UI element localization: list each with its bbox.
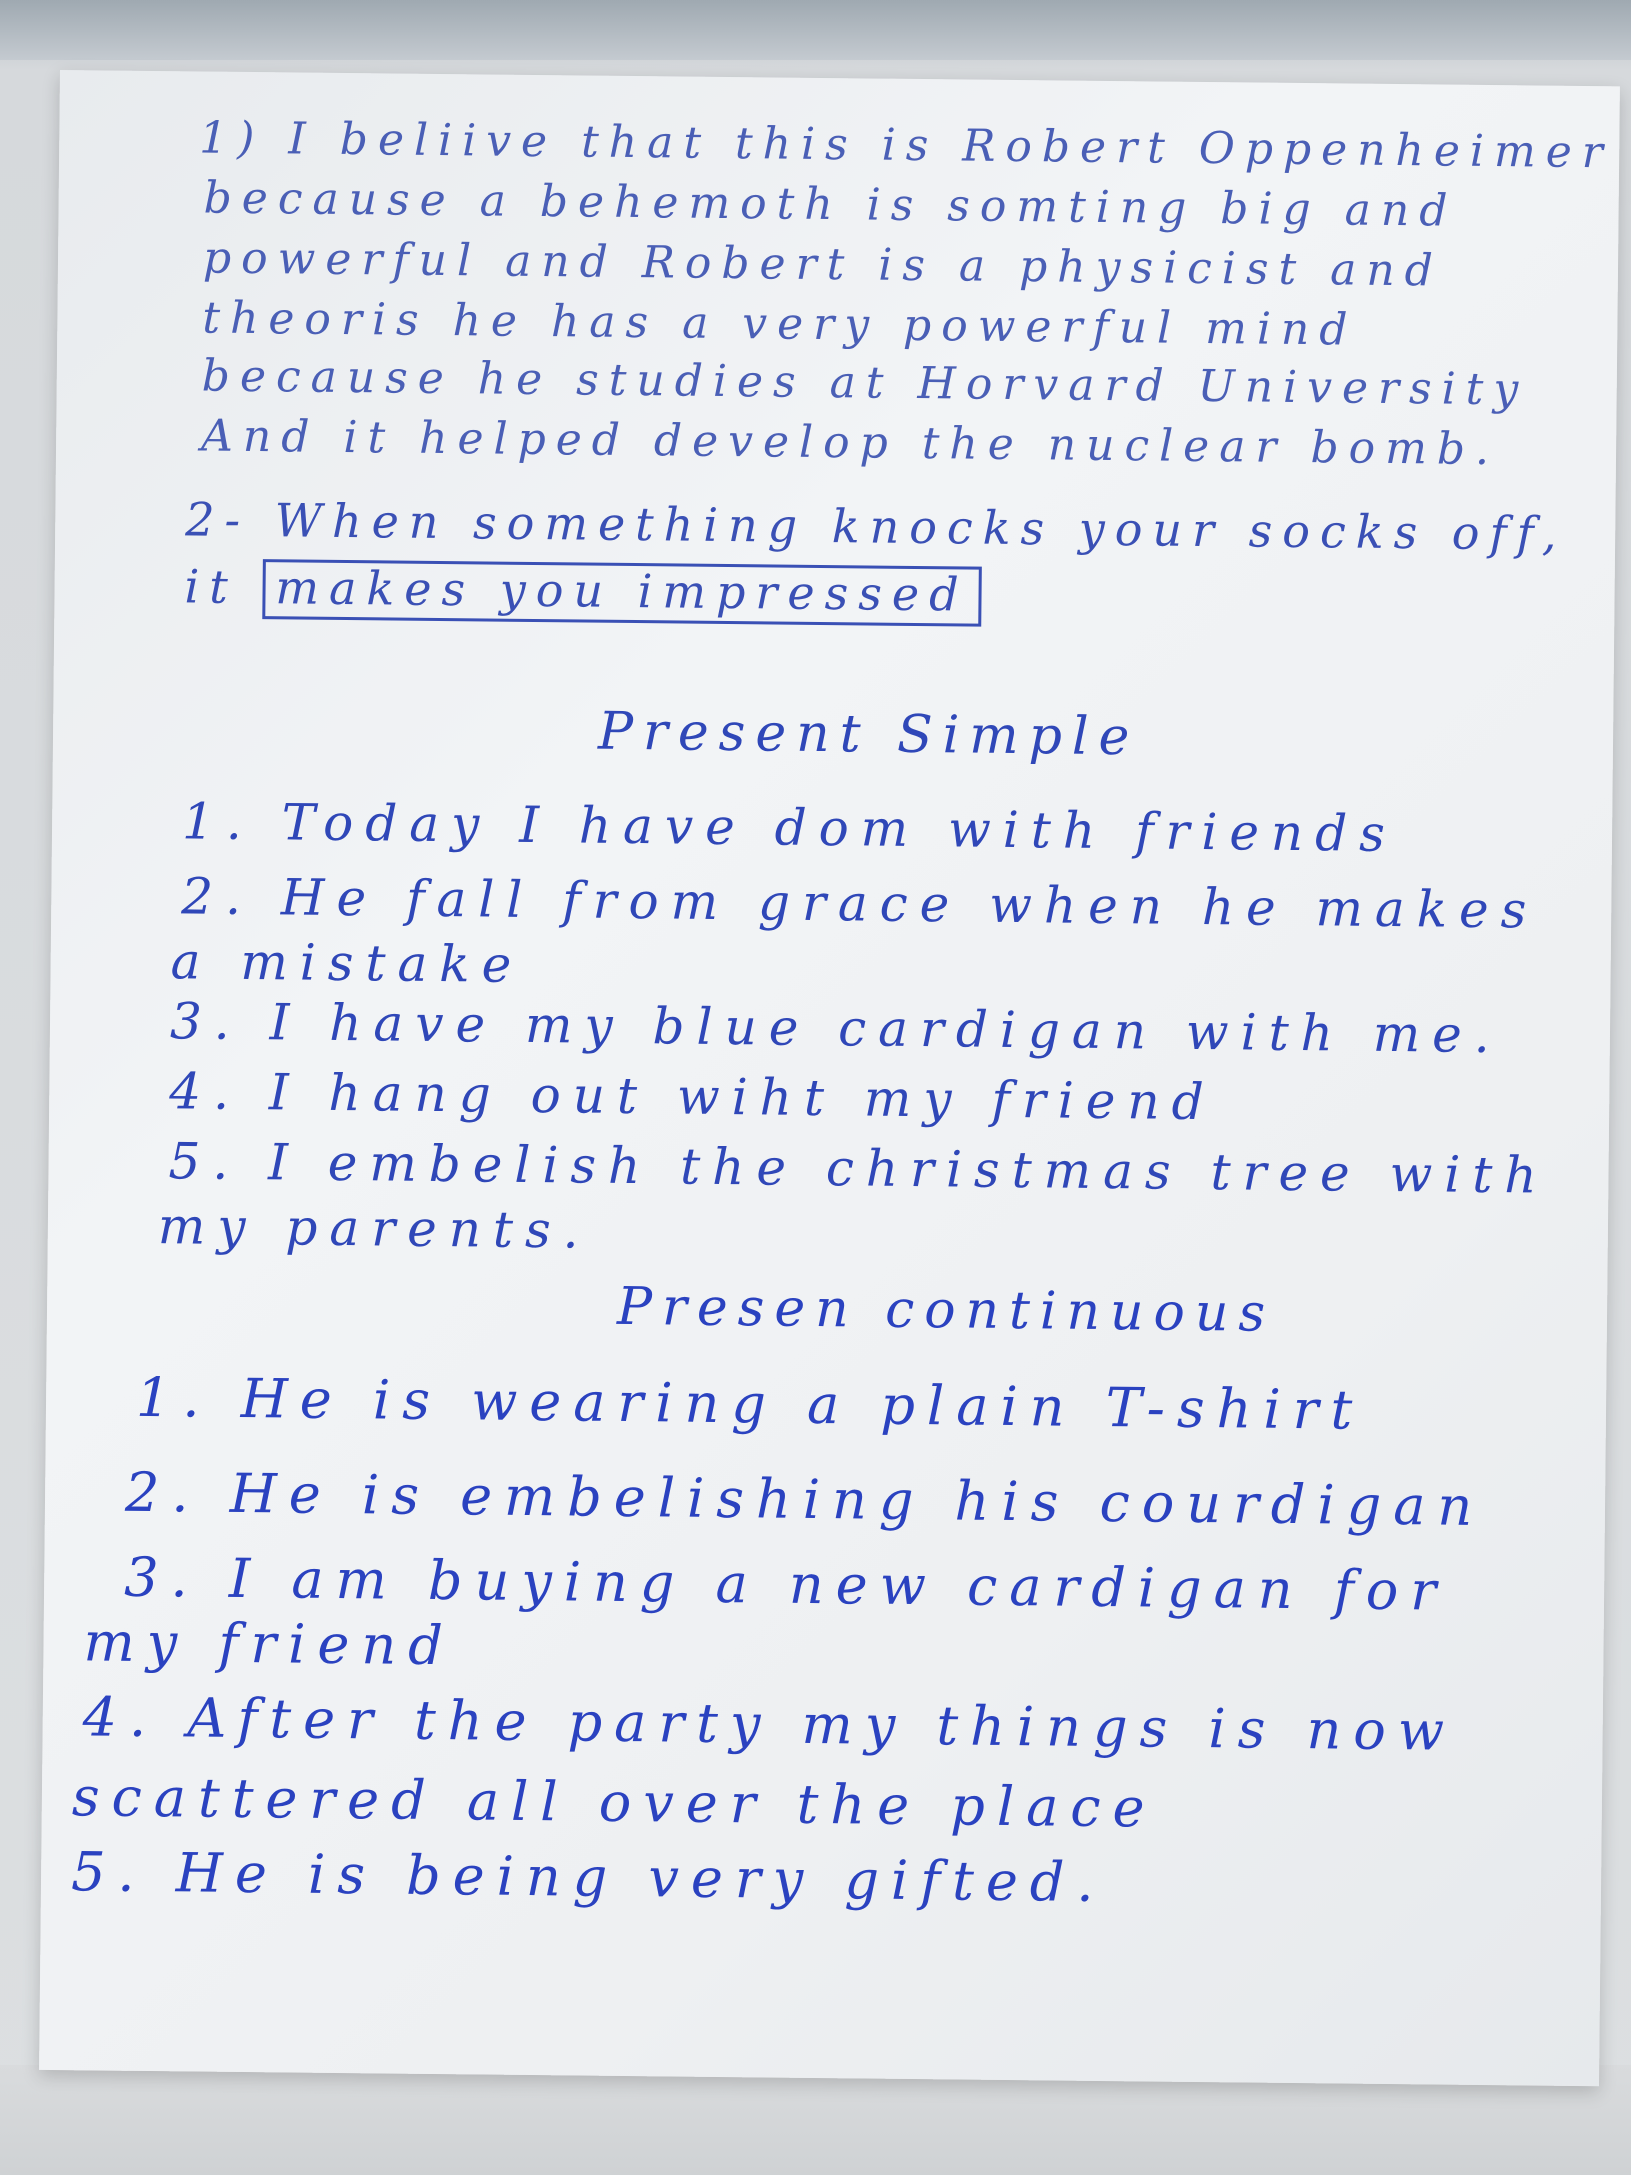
present-continuous-line: 1. He is wearing a plain T-shirt [135, 1365, 1365, 1442]
present-simple-heading: Present Simple [597, 701, 1140, 768]
answer-2-prefix: it [184, 559, 239, 614]
answer-1-line: powerful and Robert is a physicist and [202, 232, 1444, 297]
present-continuous-line: 2. He is embelishing his courdigan [124, 1460, 1485, 1538]
present-simple-line: my parents. [157, 1197, 591, 1260]
answer-1-paragraph [60, 70, 1620, 476]
present-simple-line: a mistake [170, 932, 524, 994]
handwritten-paper-sheet [39, 70, 1620, 2086]
handwritten-notes [39, 70, 1620, 2086]
answer-2-line-boxed [184, 558, 982, 626]
boxed-answer: makes you impressed [262, 559, 982, 627]
present-simple-line: 4. I hang out wiht my friend [169, 1062, 1216, 1132]
present-continuous-line: 4. After the party my things is now [82, 1685, 1457, 1763]
present-simple-line: 3. I have my blue cardigan with me. [169, 992, 1502, 1065]
answer-1-line: And it helped develop the nuclear bomb. [200, 410, 1500, 476]
present-continuous-line: my friend [83, 1610, 456, 1678]
answer-1-line: because he studies at Horvard University [201, 350, 1529, 416]
present-simple-line: 2. He fall from grace when he makes [181, 867, 1539, 940]
answer-1-line: because a behemoth is somting big and [203, 172, 1458, 237]
answer-1-line: theoris he has a very powerful mind [202, 292, 1358, 356]
answer-1-line: 1) I beliive that this is Robert Oppenheimer [199, 112, 1614, 179]
present-continuous-line: 3. I am buying a new cardigan for [123, 1545, 1449, 1623]
present-simple-line: 5. I embelish the christmas tree with [168, 1132, 1549, 1205]
answer-2-line: 2- When something knocks your socks off, [185, 492, 1567, 561]
present-simple-line: 1. Today I have dom with friends [181, 792, 1398, 864]
present-continuous-line: scattered all over the place [71, 1765, 1157, 1840]
background-wall [0, 0, 1631, 60]
present-continuous-heading: Presen continuous [616, 1276, 1276, 1344]
present-continuous-line: 5. He is being very gifted. [70, 1840, 1106, 1915]
